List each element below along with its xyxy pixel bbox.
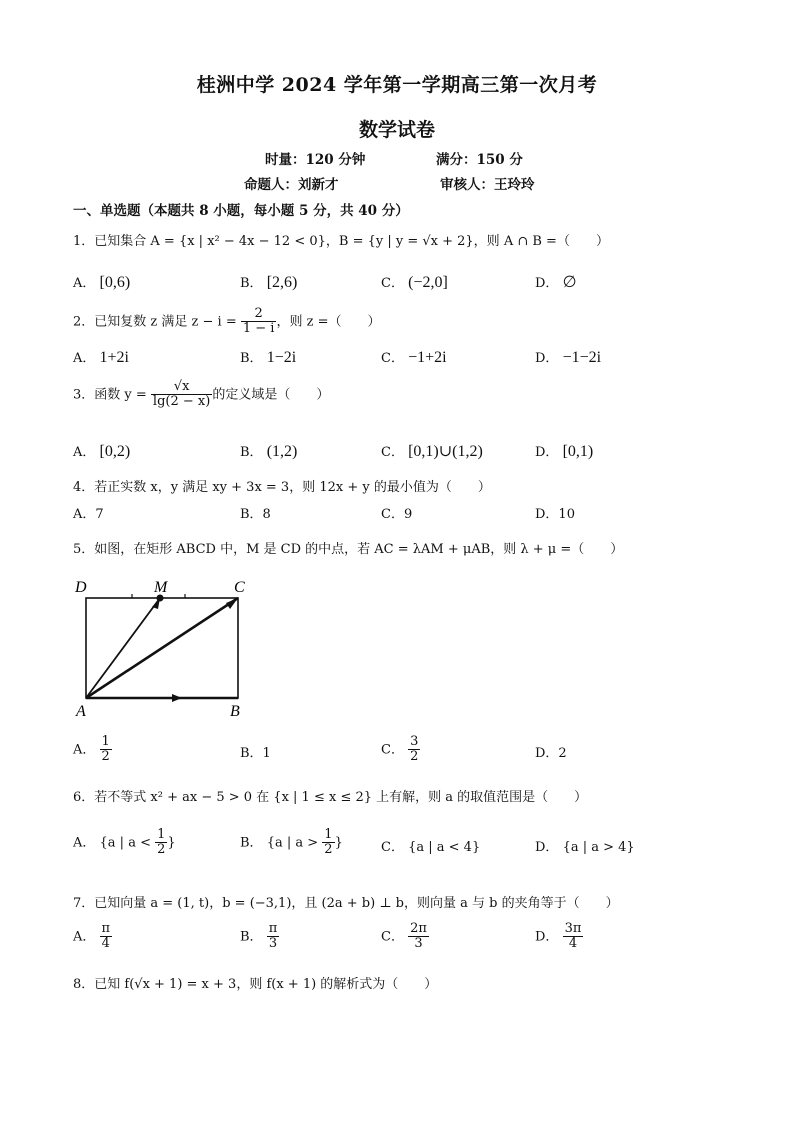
q3-option-a: A． [0,2) <box>73 443 131 460</box>
section-heading: 一、单选题（本题共 8 小题，每小题 5 分，共 40 分） <box>73 203 409 219</box>
q7-option-d: D． $\frac{3\pi}{4}$ <box>535 921 582 952</box>
question-7-stem: 7．已知向量 a = (1, t)，b = (−3,1)，且 (2a + b) ⊥ b，则向量 a 与 b 的夹角等于（ ） <box>73 896 619 911</box>
label-d: D <box>75 579 87 596</box>
question-2-stem: 2．已知复数 z 满足 z − i = $\frac{2}{1 - i}$ ，则 z =（ ） <box>73 306 381 337</box>
question-5-stem: 5．如图，在矩形 ABCD 中，M 是 CD 的中点，若 AC = λAM + μAB，则 λ + μ =（ ） <box>73 542 624 557</box>
q6-option-d: D． {a | a > 4} <box>535 840 635 855</box>
q4-option-d: D．10 <box>535 507 575 522</box>
exam-subtitle: 数学试卷 <box>358 119 435 141</box>
q3-option-d: D． [0,1) <box>535 443 594 460</box>
exam-score: 满分：150 分 <box>436 152 523 168</box>
label-a: A <box>76 703 86 720</box>
q1-option-d: D． ∅ <box>535 274 577 291</box>
question-3-stem: 3．函数 y = $\frac{√x}{\lg(2 - x)}$ 的定义域是（ ） <box>73 379 330 410</box>
q1-option-b: B． [2,6) <box>240 274 298 291</box>
q2-fraction: $\frac{2}{1 - i}$ <box>242 306 275 337</box>
label-c: C <box>234 579 245 596</box>
q5-option-a: A． $\frac{1}{2}$ <box>73 734 110 765</box>
q5-option-d: D．2 <box>535 746 567 761</box>
label-b: B <box>230 703 240 720</box>
q6-option-c: C． {a | a < 4} <box>381 840 481 855</box>
exam-title: 桂洲中学 2024 学年第一学期高三第一次月考 <box>196 74 598 96</box>
exam-author: 命题人：刘新才 <box>244 177 339 193</box>
rectangle-figure <box>70 572 260 722</box>
q2-option-b: B． 1−2i <box>240 349 297 366</box>
q2-option-a: A． 1+2i <box>73 349 129 366</box>
q1-option-c: C． (−2,0] <box>381 274 448 291</box>
question-1-stem: 1．已知集合 A = {x | x² − 4x − 12 < 0}，B = {y | y = √x + 2}，则 A ∩ B =（ ） <box>73 234 609 249</box>
q4-option-b: B．8 <box>240 507 271 522</box>
question-4-stem: 4．若正实数 x，y 满足 xy + 3x = 3，则 12x + y 的最小值为（ ） <box>73 480 491 495</box>
q5-option-b: B．1 <box>240 746 271 761</box>
q4-option-c: C．9 <box>381 507 413 522</box>
q3-option-c: C． [0,1)∪(1,2) <box>381 443 483 460</box>
vector-am <box>86 598 160 698</box>
q4-option-a: A．7 <box>73 507 104 522</box>
exam-reviewer: 审核人：王玲玲 <box>440 177 535 193</box>
question-6-stem: 6．若不等式 x² + ax − 5 > 0 在 {x | 1 ≤ x ≤ 2} 上有解，则 a 的取值范围是（ ） <box>73 790 588 805</box>
q2-option-c: C． −1+2i <box>381 349 447 366</box>
q5-option-c: C． $\frac{3}{2}$ <box>381 734 419 765</box>
q7-option-b: B． $\frac{\pi}{3}$ <box>240 921 278 952</box>
q3-fraction: $\frac{√x}{\lg(2 - x)}$ <box>152 379 211 410</box>
label-m: M <box>154 579 168 596</box>
exam-time: 时量：120 分钟 <box>265 152 366 168</box>
q7-option-a: A． $\frac{\pi}{4}$ <box>73 921 111 952</box>
q2-option-d: D． −1−2i <box>535 349 602 366</box>
vector-ac <box>86 598 238 698</box>
q7-option-c: C． $\frac{2\pi}{3}$ <box>381 921 427 952</box>
q1-option-a: A． [0,6) <box>73 274 131 291</box>
q6-option-a: A． {a | a < $\frac{1}{2}$ } <box>73 827 176 858</box>
q6-option-b: B． {a | a > $\frac{1}{2}$ } <box>240 827 343 858</box>
q3-option-b: B． (1,2) <box>240 443 298 460</box>
question-8-stem: 8．已知 f(√x + 1) = x + 3，则 f(x + 1) 的解析式为（ ） <box>73 977 438 992</box>
